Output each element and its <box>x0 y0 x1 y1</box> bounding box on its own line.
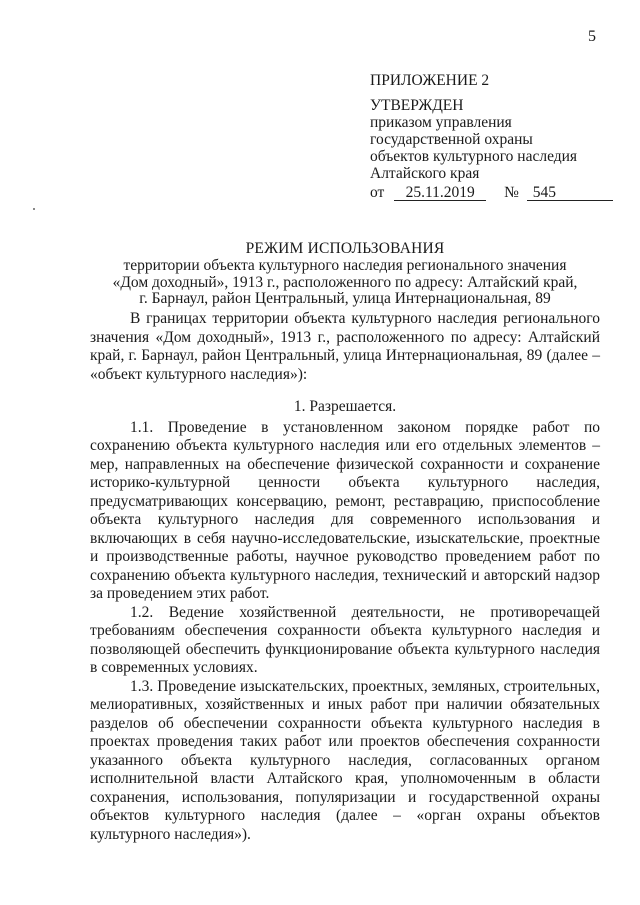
order-line: государственной охраны <box>370 131 533 148</box>
page-number: 5 <box>588 28 596 45</box>
section-heading: 1. Разрешается. <box>293 398 397 415</box>
order-date: 25.11.2019 <box>394 185 486 201</box>
subtitle-line: территории объекта культурного наследия регионального значения <box>123 257 567 274</box>
order-line: Алтайского края <box>370 165 480 182</box>
intro-paragraph: В границах территории объекта культурного наследия регионального значения «Дом доходный», 1913 г., расположенного по адресу: Алтайский край, г. Барнаул, район Центральный, улица Интернациональная, 89 (далее – «объект культурного наследия»): <box>90 310 600 383</box>
from-label: от <box>370 184 385 201</box>
order-line: приказом управления <box>370 114 512 131</box>
intro-paragraph-block <box>90 310 600 384</box>
section-item-1-1: 1.1. Проведение в установленном законом порядке работ по сохранению объекта культурного наследия или его отдельных элементов – мер, направленных на обеспечение физической сохранности и сохранение историко-культурной ценности объекта культурного наследия, предусматривающих консервацию, ремонт, реставрацию, приспособление объекта культурного наследия для современного использования и включающих в себя научно-исследовательские, изыскательские, проектные и производственные работы, научное руководство проведением работ по сохранению объекта культурного наследия, технический и авторский надзор за проведением этих работ. <box>90 418 600 602</box>
subtitle-line: г. Барнаул, район Центральный, улица Интернациональная, 89 <box>139 290 551 307</box>
appendix-block <box>370 72 613 201</box>
scan-speck <box>33 208 35 210</box>
section-permitted <box>90 398 600 844</box>
section-item-1-3: 1.3. Проведение изыскательских, проектных, земляных, строительных, мелиоративных, хозяйственных и иных работ при наличии обязательных разделов об обеспечении сохранности объекта культурного наследия в проектах проведения таких работ или проектов обеспечения сохранности указанного объекта культурного наследия, согласованных органом исполнительной власти Алтайского края, уполномоченным в области сохранения, использования, популяризации и государственной охраны объектов культурного наследия (далее – «орган охраны объектов культурного наследия»). <box>90 677 600 843</box>
subtitle-line: «Дом доходный», 1913 г., расположенного по адресу: Алтайский край, <box>112 273 578 291</box>
approved-label: УТВЕРЖДЕН <box>370 97 464 114</box>
number-label: № <box>504 184 519 201</box>
order-line: объектов культурного наследия <box>370 148 578 165</box>
document-subtitle <box>90 258 600 308</box>
order-reference <box>370 184 613 201</box>
section-item-1-2: 1.2. Ведение хозяйственной деятельности, не противоречащей требованиям обеспечения сохранности объекта культурного наследия и позволяющей обеспечить функционирование объекта культурного наследия в современных условиях. <box>90 603 600 676</box>
document-title: РЕЖИМ ИСПОЛЬЗОВАНИЯ <box>245 240 445 257</box>
order-number: 545 <box>527 185 613 201</box>
appendix-title: ПРИЛОЖЕНИЕ 2 <box>370 72 490 89</box>
